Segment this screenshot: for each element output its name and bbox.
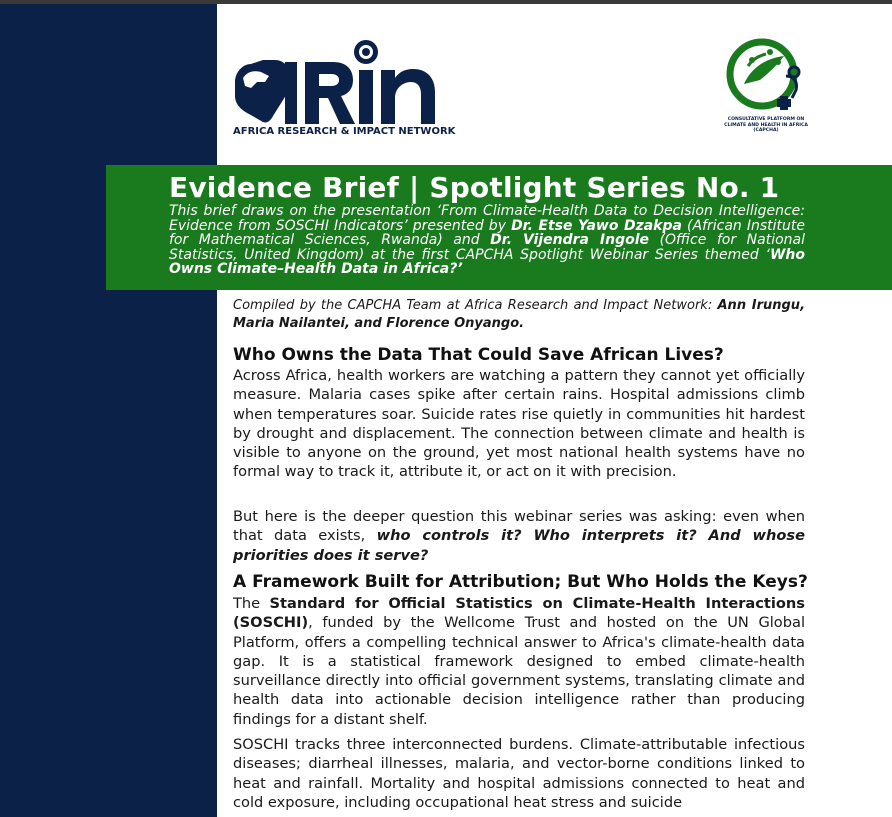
paragraph: The Standard for Official Statistics on Climate-Health Interactions (SOSCHI), funded by the Wellcome Trust and hosted on the UN Global Platform, offers a compelling technical answer to Africa's climate-health data gap. It is a statistical framework designed to embed climate-health surveillance directly into official government systems, translating climate and health data into actionable decision intelligence rather than producing findings for a distant shelf. [233, 595, 805, 728]
brief-title: Evidence Brief | Spotlight Series No. 1 [169, 171, 780, 204]
navy-sidebar [0, 4, 217, 817]
arin-tagline: AFRICA RESEARCH & IMPACT NETWORK [233, 126, 456, 137]
brief-subtitle: This brief draws on the presentation ‘From Climate-Health Data to Decision Intelligence: Evidence from SOSCHI Indicators’ presented by Dr. Etse Yawo Dzakpa (African Institute for Mathematical Sciences, Rwanda) and Dr. Vijendra Ingole (Office for National Statistics, United Kingdom) at the first CAPCHA Spotlight Webinar Series themed ‘Who Owns Climate–Health Data in Africa?’ [169, 203, 805, 277]
section-heading: Who Owns the Data That Could Save African Lives? [233, 345, 724, 365]
paragraph: SOSCHI tracks three interconnected burdens. Climate-attributable infectious diseases; diarrheal illnesses, malaria, and vector-borne conditions linked to heat and rainfall. Mortality and hospital admissions connected to heat and cold exposure, including occupational heat stress and suicide [233, 736, 805, 811]
compiled-by: Compiled by the CAPCHA Team at Africa Research and Impact Network: Ann Irungu, Maria Nailantei, and Florence Onyango. [233, 298, 806, 331]
capcha-logo [722, 36, 810, 112]
section-heading: A Framework Built for Attribution; But Who Holds the Keys? [233, 572, 808, 592]
paragraph: But here is the deeper question this webinar series was asking: even when that data exists, who controls it? Who interprets it? And whose priorities does it serve? [233, 508, 805, 564]
paragraph: Across Africa, health workers are watching a pattern they cannot yet officially measure. Malaria cases spike after certain rains. Hospital admissions climb when temperatures soar. Suicide rates rise quietly in communities hit hardest by drought and displacement. The connection between climate and health is visible to anyone on the ground, yet most national health systems have no formal way to track it, attribute it, or act on it with precision. [233, 367, 805, 481]
capcha-name: CONSULTATIVE PLATFORM ON CLIMATE AND HEALTH IN AFRICA (CAPCHA) [724, 117, 808, 133]
